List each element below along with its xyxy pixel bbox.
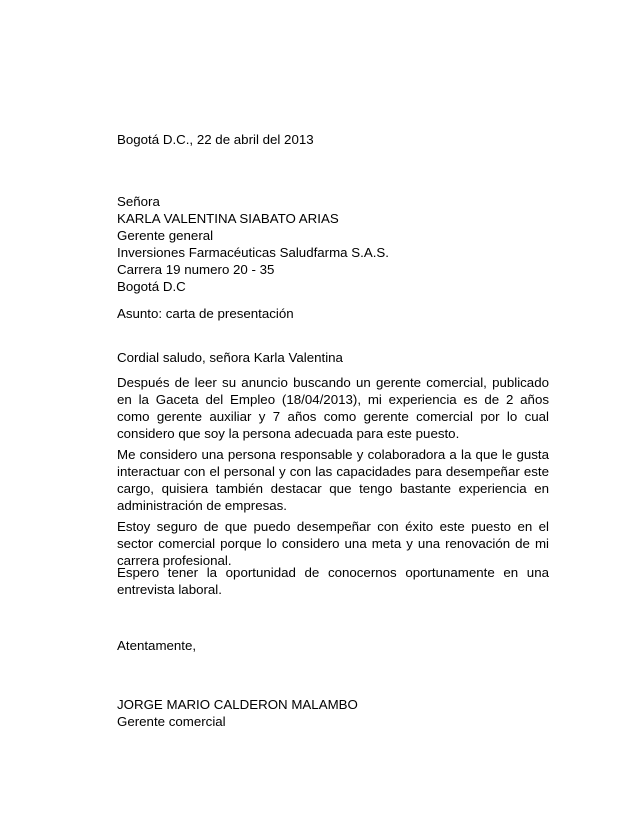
recipient-company: Inversiones Farmacéuticas Saludfarma S.A.S. <box>117 245 389 260</box>
recipient-name: KARLA VALENTINA SIABATO ARIAS <box>117 211 339 226</box>
date-text: Bogotá D.C., 22 de abril del 2013 <box>117 132 314 147</box>
recipient-address: Carrera 19 numero 20 - 35 <box>117 262 275 277</box>
recipient-position: Gerente general <box>117 228 214 243</box>
recipient-city: Bogotá D.C <box>117 279 186 294</box>
body-paragraph-2: Me considero una persona responsable y colaboradora a la que le gusta interactuar con el personal y con las capacidades para desempeñar este cargo, quisiera también destacar que tengo bastante experiencia en administración de empresas. <box>117 447 549 513</box>
greeting-line <box>117 349 549 366</box>
subject-line <box>117 305 549 322</box>
recipient-block <box>117 193 549 295</box>
subject-text: Asunto: carta de presentación <box>117 306 294 321</box>
body-paragraph-1: Después de leer su anuncio buscando un gerente comercial, publicado en la Gaceta del Empleo (18/04/2013), mi experiencia es de 2 años como gerente auxiliar y 7 años como gerente comercial por lo cual considero que soy la persona adecuada para este puesto. <box>117 375 549 441</box>
greeting-text: Cordial saludo, señora Karla Valentina <box>117 350 343 365</box>
body-paragraph-4: Espero tener la oportunidad de conocernos oportunamente en una entrevista laboral. <box>117 565 549 597</box>
closing-line <box>117 637 549 654</box>
recipient-title: Señora <box>117 194 160 209</box>
closing-text: Atentamente, <box>117 638 197 653</box>
signature-position: Gerente comercial <box>117 714 226 729</box>
signature-name: JORGE MARIO CALDERON MALAMBO <box>117 697 358 712</box>
signature-block <box>117 696 549 730</box>
date-line <box>117 131 549 148</box>
body-paragraph-3: Estoy seguro de que puedo desempeñar con éxito este puesto en el sector comercial porque lo considero una meta y una renovación de mi carrera profesional. <box>117 519 549 568</box>
